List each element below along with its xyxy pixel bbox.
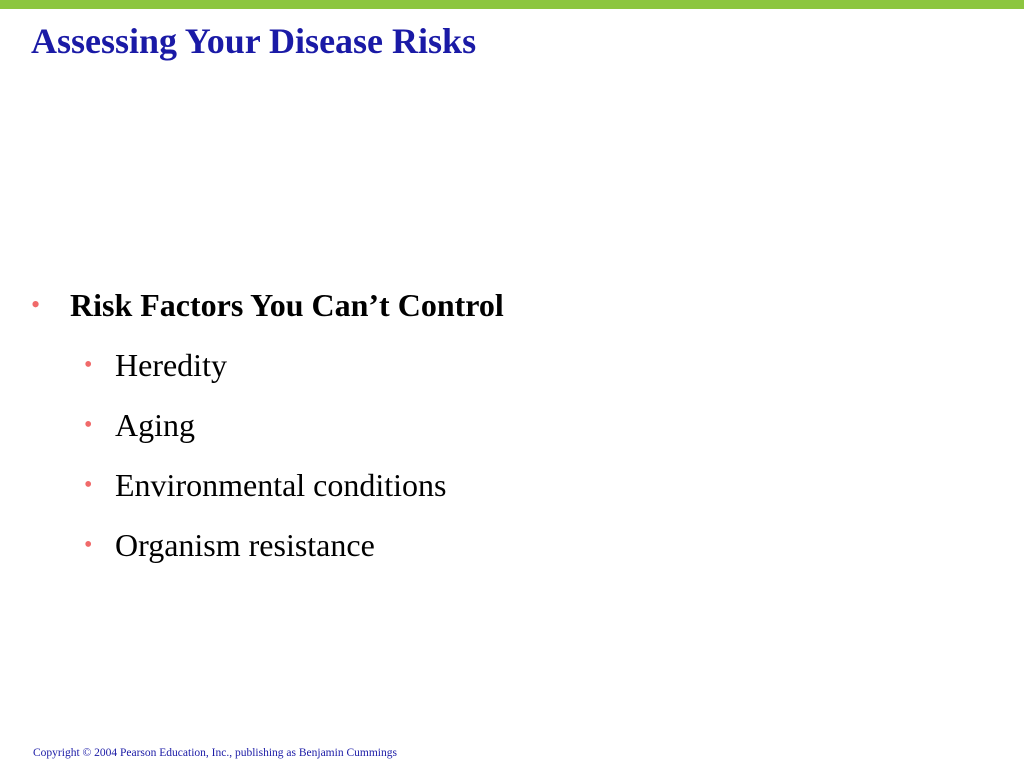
bullet-dot-icon: • — [31, 290, 41, 319]
sub-bullet-aging — [84, 405, 195, 445]
sub-bullet-text: Organism resistance — [115, 527, 375, 563]
copyright-footer: Copyright © 2004 Pearson Education, Inc., publishing as Benjamin Cummings — [33, 747, 397, 759]
sub-bullet-heredity — [84, 345, 227, 385]
sub-bullet-text: Environmental conditions — [115, 467, 447, 503]
bullet-dot-icon: • — [84, 412, 93, 438]
sub-bullet-text: Heredity — [115, 347, 227, 383]
main-bullet — [31, 285, 504, 325]
bullet-dot-icon: • — [84, 472, 93, 498]
sub-bullet-environmental-conditions — [84, 465, 447, 505]
sub-bullet-text: Aging — [115, 407, 195, 443]
sub-bullet-organism-resistance — [84, 525, 375, 565]
slide-title: Assessing Your Disease Risks — [31, 21, 477, 61]
bullet-dot-icon: • — [84, 352, 93, 378]
bullet-dot-icon: • — [84, 532, 93, 558]
main-bullet-text: Risk Factors You Can’t Control — [70, 287, 504, 323]
